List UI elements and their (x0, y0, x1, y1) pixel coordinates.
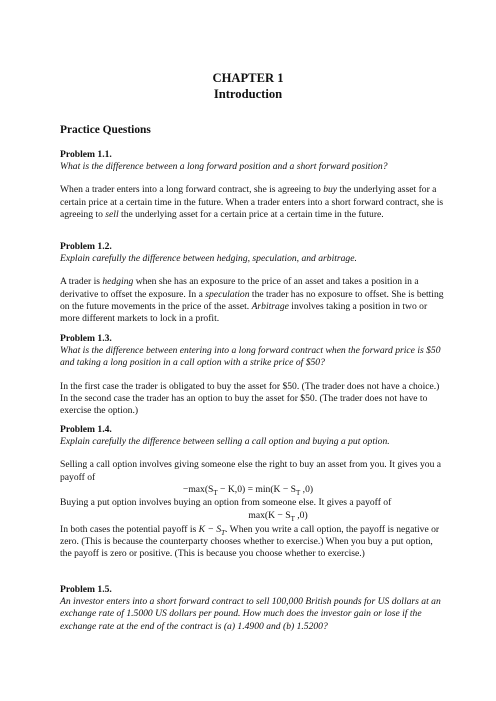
problem-question: An investor enters into a short forward contract to sell 100,000 British pounds for US dollars at an exchange rate of 1.5000 US dollars per pound. How much does the investor gain or lose if the exchange rate at the end of the contract is (a) 1.4900 and (b) 1.5200? (60, 596, 441, 632)
problem-1-2 (60, 241, 444, 325)
problem-answer: In the first case the trader is obligated to buy the asset for $50. (The trader does not have a choice.) In the second case the trader has an option to buy the asset for $50. (The trader does not have to exercise the option.) (60, 380, 440, 417)
problem-question: What is the difference between a long forward position and a short forward position? (60, 161, 388, 173)
problem-title: Problem 1.4. (60, 424, 112, 435)
problem-title: Problem 1.5. (60, 584, 112, 595)
problem-question: Explain carefully the difference between selling a call option and buying a put option. (60, 436, 390, 448)
chapter-number: CHAPTER 1 (212, 71, 284, 85)
problem-answer: When a trader enters into a long forward contract, she is agreeing to buy the underlying asset for a certain price at a certain time in the future. When a trader enters into a short forward contract, she is agreeing to sell the underlying asset for a certain price at a certain time in the future. (60, 184, 444, 220)
problem-title: Problem 1.2. (60, 241, 112, 252)
equation-call-payoff: $-\max(S_T - K,0) = \min(K - S_T$ ,0) (182, 484, 314, 497)
problem-answer: A trader is hedging when she has an exposure to the price of an asset and takes a position in a derivative to offset the exposure. In a speculation the trader has no exposure to offset. She is betting on the future movements in the price of the asset. Arbitrage involves taking a position in two or more different markets to lock in a profit. (60, 276, 444, 325)
problem-answer-part-3: In both cases the potential payoff is $K - S_T$. When you write a call option, the payoff is negative or zero. (This is because the counterparty chooses whether to exercise.) When you buy a put option, the payoff is zero or positive. (This is because you choose whether to exercise.) (60, 524, 440, 560)
equation-put-payoff: $\max(K - S_T$ ,0) (248, 510, 308, 523)
chapter-title: Introduction (213, 87, 283, 101)
problem-answer-part-2: Buying a put option involves buying an option from someone else. It gives a payoff of (60, 497, 392, 508)
problem-1-1 (60, 149, 444, 221)
problem-1-4 (60, 424, 444, 484)
problem-question: What is the difference between entering into a long forward contract when the forward price is $50 and taking a long position in a call option with a strike price of $50? (60, 345, 441, 369)
problem-answer-part-1: Selling a call option involves giving someone else the right to buy an asset from you. It gives you a payoff of (60, 459, 442, 483)
problem-title: Problem 1.1. (60, 149, 112, 160)
section-title: Practice Questions (60, 124, 151, 136)
problem-1-3 (60, 333, 444, 417)
problem-1-5 (60, 584, 444, 633)
problem-title: Problem 1.3. (60, 333, 112, 344)
problem-question: Explain carefully the difference between hedging, speculation, and arbitrage. (60, 253, 357, 265)
